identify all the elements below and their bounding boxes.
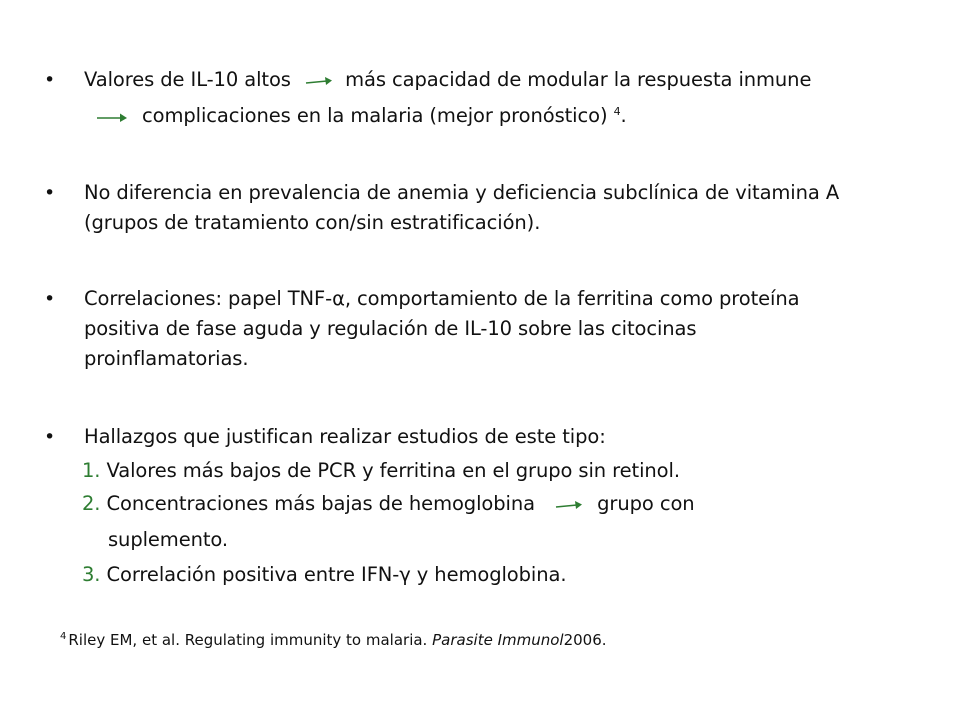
item-1-text-c: complicaciones en la malaria (mejor pronóstico) — [142, 104, 608, 127]
sub-item-1 — [82, 456, 680, 486]
reference-superscript: 4 — [613, 105, 621, 118]
sub-item-1-number: 1. — [82, 459, 101, 482]
bullet-dot: • — [44, 426, 56, 448]
item-2-line-1: No diferencia en prevalencia de anemia y deficiencia subclínica de vitamina A — [84, 181, 840, 204]
bullet-dot: • — [44, 288, 56, 310]
item-4-heading: Hallazgos que justifican realizar estudios de este tipo: — [84, 425, 606, 448]
bullet-dot: • — [44, 182, 56, 204]
sub-item-2-continuation: suplemento. — [108, 528, 228, 551]
sub-item-3 — [82, 560, 566, 590]
footnote — [60, 628, 607, 652]
sub-item-3-text: Correlación positiva entre IFN-γ y hemoglobina. — [106, 563, 567, 586]
item-1-period: . — [620, 104, 627, 127]
footnote-text: Riley EM, et al. Regulating immunity to malaria. — [68, 631, 428, 649]
item-1-text-a: Valores de IL-10 altos — [84, 68, 291, 91]
arrow-right-icon — [555, 499, 583, 511]
arrow-right-icon — [96, 111, 128, 123]
bullet-dot: • — [44, 69, 56, 91]
footnote-year: 2006. — [563, 631, 607, 649]
sub-item-2-text-a: Concentraciones más bajas de hemoglobina — [106, 492, 535, 515]
footnote-superscript: 4 — [60, 631, 67, 642]
footnote-journal: Parasite Immunol — [432, 631, 564, 649]
item-1-line-1 — [84, 65, 811, 95]
sub-item-3-number: 3. — [82, 563, 101, 586]
item-3-line-2: positiva de fase aguda y regulación de IL-10 sobre las citocinas — [84, 317, 697, 340]
item-1-text-b: más capacidad de modular la respuesta inmune — [345, 68, 812, 91]
sub-item-2-number: 2. — [82, 492, 101, 515]
item-1-line-2 — [96, 101, 627, 131]
sub-item-1-text: Valores más bajos de PCR y ferritina en el grupo sin retinol. — [106, 459, 680, 482]
item-3-line-3: proinflamatorias. — [84, 347, 249, 370]
arrow-right-icon — [305, 75, 333, 87]
item-2-line-2: (grupos de tratamiento con/sin estratificación). — [84, 211, 541, 234]
item-3-line-1: Correlaciones: papel TNF-α, comportamiento de la ferritina como proteína — [84, 287, 800, 310]
sub-item-2 — [82, 489, 695, 519]
sub-item-2-text-b: grupo con — [597, 492, 695, 515]
